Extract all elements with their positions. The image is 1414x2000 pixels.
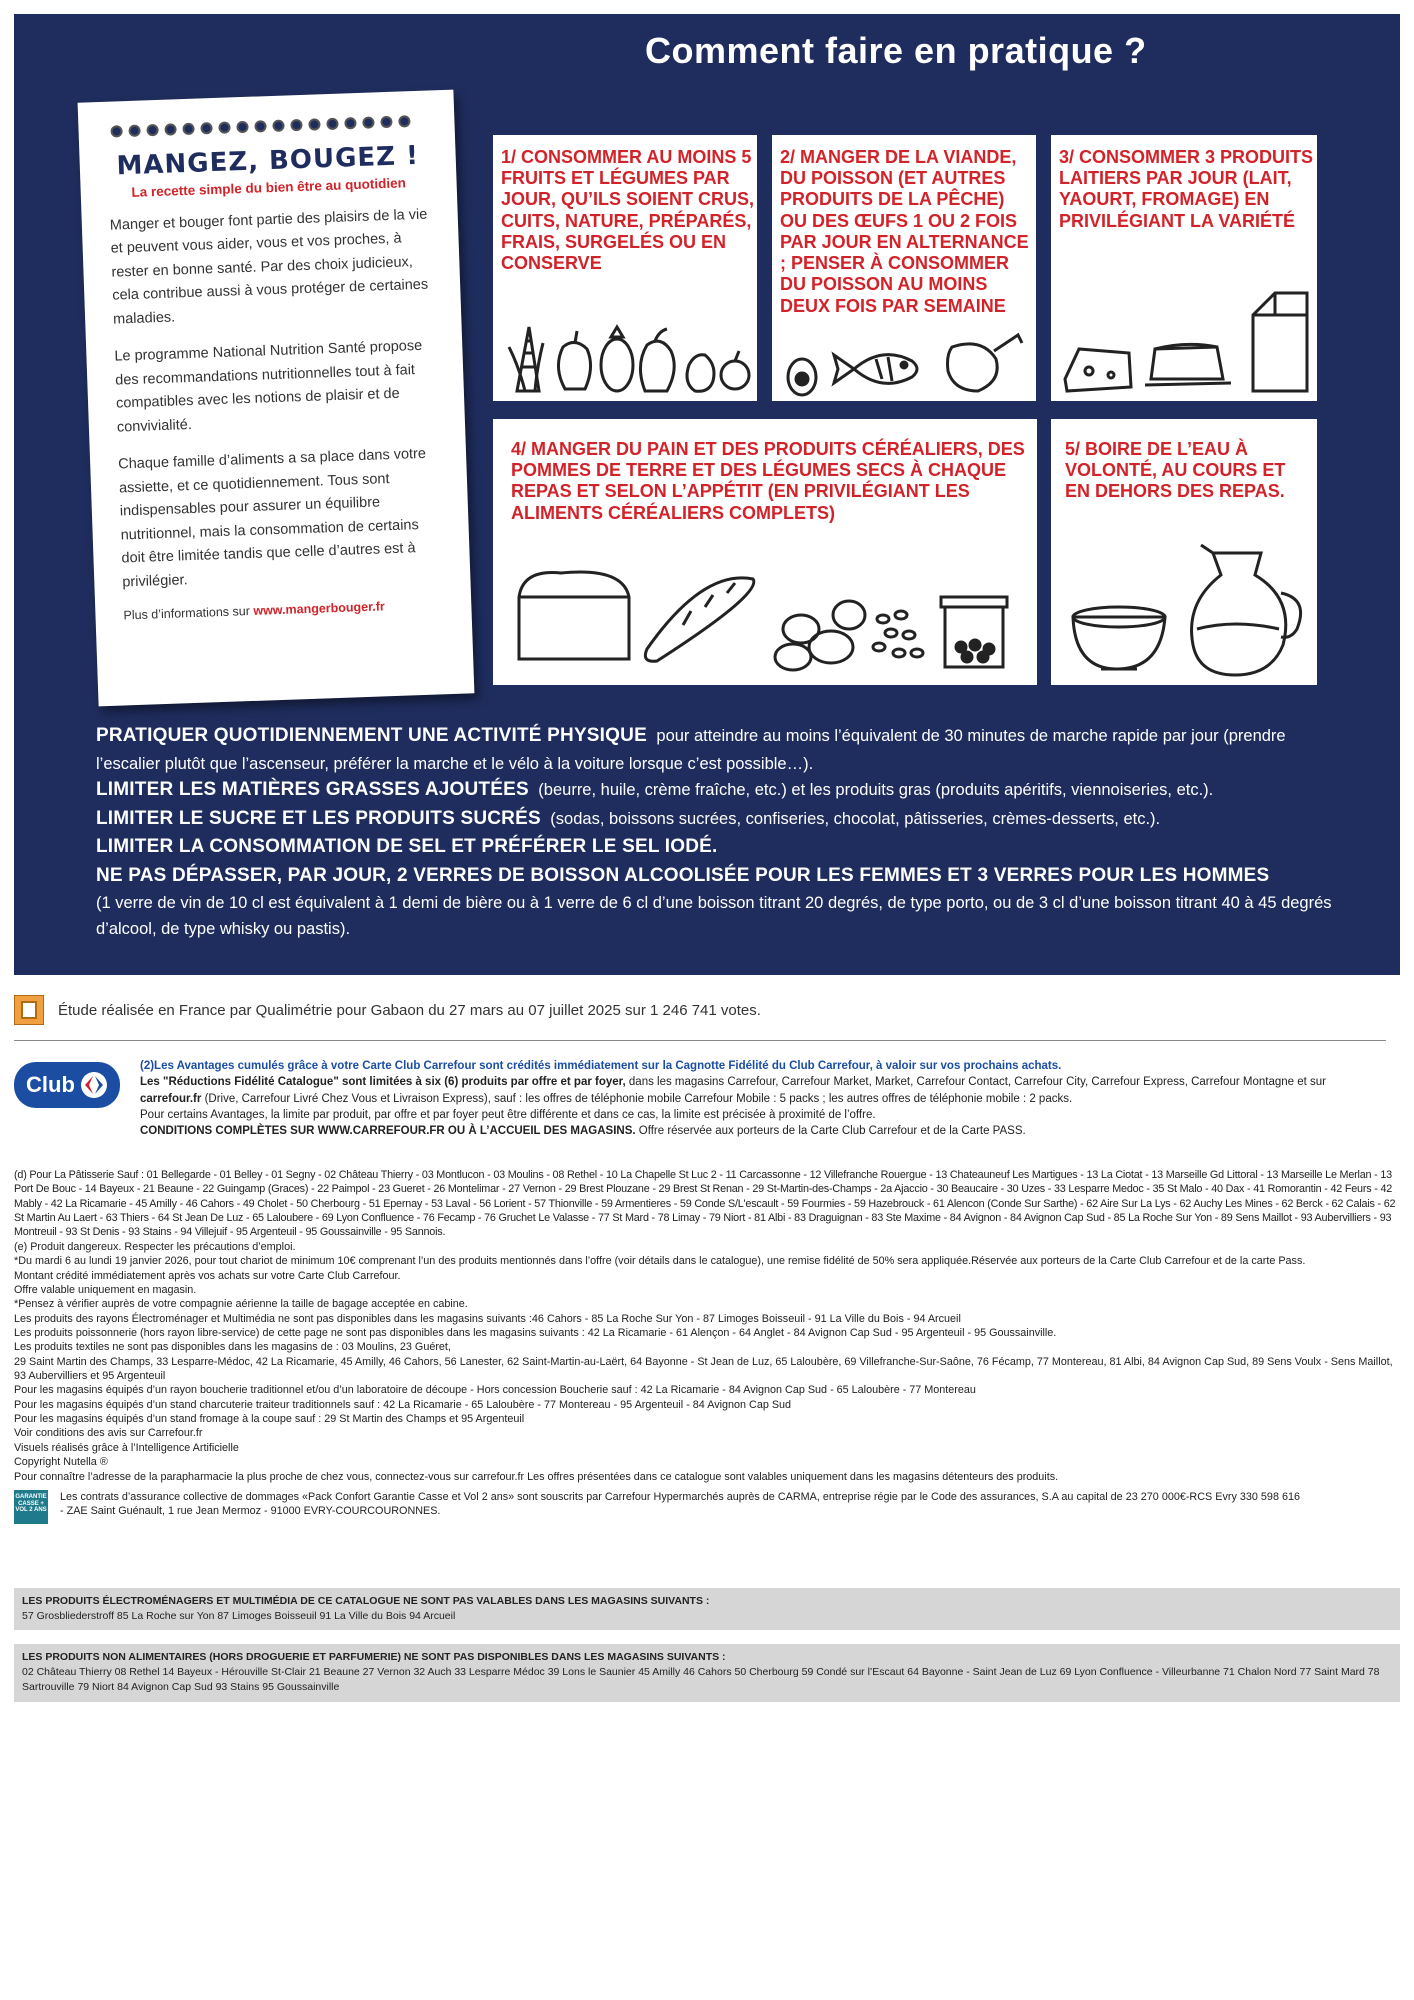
tip-text: 5/ BOIRE DE L’EAU À VOLONTÉ, AU COURS ET EN DEHORS DES REPAS. xyxy=(1065,439,1286,502)
box-title: LES PRODUITS NON ALIMENTAIRES (HORS DROGUERIE ET PARFUMERIE) NE SONT PAS DISPONIBLES DANS LES MAGASINS SUIVANTS : xyxy=(22,1651,726,1663)
tip-meat-fish-eggs xyxy=(769,132,1039,404)
more-info xyxy=(123,598,443,623)
legal-line: Voir conditions des avis sur Carrefour.fr xyxy=(14,1427,203,1440)
advice-heading: LIMITER LA CONSOMMATION DE SEL ET PRÉFÉRER LE SEL IODÉ. xyxy=(96,836,718,858)
advice-heading: NE PAS DÉPASSER, PAR JOUR, 2 VERRES DE BOISSON ALCOOLISÉE POUR LES FEMMES ET 3 VERRES POUR LES HOMMES xyxy=(96,864,1270,886)
legal-line: Pour les magasins équipés d’un stand fromage à la coupe sauf : 29 St Martin des Champs et 95 Argenteuil xyxy=(14,1413,525,1426)
card-title: MANGEZ, BOUGEZ ! xyxy=(116,140,420,182)
legal-line: Pour les magasins équipés d’un rayon boucherie traditionnel et/ou d’un laboratoire de découpe - Hors concession Boucherie sauf : 42 La Ricamarie - 84 Avignon Cap Sud - 65 Laloubère - 77 Montereau xyxy=(14,1384,976,1397)
study-text: Étude réalisée en France par Qualimétrie pour Gabaon du 27 mars au 07 juillet 2025 sur 1 246 741 votes. xyxy=(58,1001,761,1019)
advice-item xyxy=(96,722,1336,776)
bread-cereals-icon xyxy=(513,549,1033,679)
advice-heading: LIMITER LES MATIÈRES GRASSES AJOUTÉES xyxy=(96,779,529,801)
advice-item xyxy=(96,833,1336,862)
legal-line: Pour connaître l’adresse de la parapharmacie la plus proche de chez vous, connectez-vous sur carrefour.fr Les offres présentées dans ce catalogue sont valables uniquement dans les magasins détenteurs des produits. xyxy=(14,1470,1059,1483)
dairy-icon xyxy=(1059,275,1315,399)
carrefour-logo-icon xyxy=(80,1071,108,1099)
box-body: 57 Grosbliederstroff 85 La Roche sur Yon 87 Limoges Boisseuil 91 La Ville du Bois 94 Arcueil xyxy=(22,1610,456,1623)
non-food-exclusions-box xyxy=(14,1644,1400,1702)
box-body: 02 Château Thierry 08 Rethel 14 Bayeux - Hérouville St-Clair 21 Beaune 27 Vernon 32 Auch 33 Lesparre Médoc 39 Lons le Saunier 45 Amilly 46 Cahors 50 Cherbourg 59 Condé sur l’Escaut 64 Bayonne - Saint Jean de Luz 69 Lyon Confluence - Villeurbanne 71 Chalon Nord 77 Saint Mard 78 Sartrouville 79 Niort 84 Avignon Cap Sud 93 Stains 95 Goussainville xyxy=(22,1666,1380,1694)
tip-fruits-vegetables xyxy=(490,132,760,404)
advice-detail: (sodas, boissons sucrées, confiseries, chocolat, pâtisseries, crèmes-desserts, etc.). xyxy=(550,809,1161,828)
card-paragraph: Manger et bouger font partie des plaisirs de la vie et peuvent vous aider, vous et vos proches, à rester en bonne santé. Par des choix judicieux, cela contribue aussi à vous protéger de certaines maladies. xyxy=(109,206,429,328)
garantie-notice xyxy=(14,1490,1400,1524)
legal-line: Les produits des rayons Électroménager et Multimédia ne sont pas disponibles dans les magasins suivants :46 Cahors - 85 La Roche Sur Yon - 87 Limoges Boisseuil - 91 La Ville du Bois - 94 Arcueil xyxy=(14,1312,961,1325)
legal-line: (d) Pour La Pâtisserie Sauf : 01 Bellegarde - 01 Belley - 01 Segny - 02 Château Thierry - 03 Montlucon - 03 Moulins - 08 Rethel - 10 La Chapelle St Luc 2 - 11 Carcassonne - 12 Villefranche Rouergue - 13 Chateauneuf Les Martigues - 13 La Ciotat - 13 Marseille Gd Littoral - 13 Marseille Le Merlan - 13 Port De Bouc - 14 Bayeux - 21 Beaune - 22 Guingamp (Graces) - 22 Paimpol - 23 Gueret - 26 Montelimar - 27 Vernon - 29 Brest Plouzane - 29 Brest St Renan - 29 St-Martin-des-Champs - 2a Ajaccio - 30 Beaucaire - 30 Uzes - 33 Lesparre Medoc - 35 St Malo - 40 Dax - 41 Romorantin - 42 Feurs - 42 Mably - 42 La Ricamarie - 45 Amilly - 46 Cahors - 49 Cholet - 50 Cherbourg - 51 Epernay - 53 Laval - 56 Lorient - 57 Thionville - 59 Armentieres - 59 Conde S/L'escault - 59 Fourmies - 59 Hazebrouck - 61 Alencon (Conde Sur Sarthe) - 62 Aire Sur La Lys - 62 Auchy Les Mines - 62 Berck - 62 Calais - 62 St Martin Au Laert - 63 Thiers - 64 St Jean De Luz - 65 Laloubere - 69 Lyon Confluence - 76 Fecamp - 76 Gruchet Le Valasse - 77 St Mard - 78 Limay - 79 Niort - 81 Albi - 83 Draguignan - 83 Ste Maxime - 84 Avignon - 84 Avignon Cap Sud - 85 La Roche Sur Yon - 89 Sens Maillot - 93 Aubervilliers - 93 Montreuil - 93 St Denis - 93 Stains - 94 Villejuif - 95 Argenteuil - 95 Goussainville - 95 Sannois. xyxy=(14,1169,1396,1239)
club-line: carrefour.fr (Drive, Carrefour Livré Chez Vous et Livraison Express), sauf : les offres de téléphonie mobile Carrefour Mobile : 5 packs ; les autres offres de téléphonie mobile : 2 packs. xyxy=(140,1092,1073,1105)
club-line: Pour certains Avantages, la limite par produit, par offre et par foyer peut être différente et dans ce cas, la limite est précisée à proximité de l’offre. xyxy=(140,1108,876,1121)
tip-water xyxy=(1048,416,1320,688)
mangerbouger-link[interactable]: www.mangerbouger.fr xyxy=(253,599,386,619)
legal-line: *Du mardi 6 au lundi 19 janvier 2026, pour tout chariot de minimum 10€ comprenant l’un des produits mentionnés dans l’offre (voir détails dans le catalogue), une remise fidélité de 50% sera appliquée.Réservée aux porteurs de la Carte Club Carrefour et de la carte Pass. xyxy=(14,1255,1306,1268)
advice-heading: PRATIQUER QUOTIDIENNEMENT UNE ACTIVITÉ PHYSIQUE xyxy=(96,725,647,746)
club-line: Les "Réductions Fidélité Catalogue" sont limitées à six (6) produits par offre et par foyer, dans les magasins Carrefour, Carrefour Market, Market, Carrefour Contact, Carrefour City, Carrefour Express, Carrefour Montagne et sur xyxy=(140,1076,1326,1089)
tip-bread-cereals xyxy=(490,416,1040,688)
legal-line: 29 Saint Martin des Champs, 33 Lesparre-Médoc, 42 La Ricamarie, 45 Amilly, 46 Cahors, 56 Lanester, 62 Saint-Martin-au-Laërt, 64 Bayonne - St Jean de Luz, 65 Laloubère, 69 Villefranche-Sur-Saône, 76 Fécamp, 77 Montereau, 81 Albi, 84 Avignon Cap Sud, 89 Sens Voulx - Sens Maillot, 93 Aubervilliers et 95 Argenteuil xyxy=(14,1355,1393,1383)
page-title: Comment faire en pratique ? xyxy=(645,30,1147,71)
legal-line: Les produits poissonnerie (hors rayon libre-service) de cette page ne sont pas disponibles dans les magasins suivants : 42 La Ricamarie - 61 Alençon - 64 Anglet - 84 Avignon Cap Sud - 95 Argenteuil - 95 Goussainville. xyxy=(14,1326,1057,1339)
study-notice xyxy=(14,995,1400,1025)
advice-item xyxy=(96,890,1336,942)
legal-line: *Pensez à vérifier auprès de votre compagnie aérienne la taille de bagage acceptée en cabine. xyxy=(14,1298,468,1311)
tip-text: 2/ MANGER DE LA VIANDE, DU POISSON (ET AUTRES PRODUITS DE LA PÊCHE) OU DES ŒUFS 1 OU 2 FOIS PAR JOUR EN ALTERNANCE ; PENSER À CONSOMMER DU POISSON AU MOINS DEUX FOIS PAR SEMAINE xyxy=(780,147,1029,316)
tip-dairy xyxy=(1048,132,1320,404)
advice-item xyxy=(96,805,1336,834)
fruits-vegetables-icon xyxy=(499,307,755,399)
legal-line: Copyright Nutella ® xyxy=(14,1456,108,1469)
tip-text: 3/ CONSOMMER 3 PRODUITS LAITIERS PAR JOUR (LAIT, YAOURT, FROMAGE) EN PRIVILÉGIANT LA VARIÉTÉ xyxy=(1059,147,1314,231)
mangez-bougez-card xyxy=(78,90,475,707)
card-subtitle: La recette simple du bien être au quotidien xyxy=(131,175,407,200)
advice-detail: pour atteindre au moins l’équivalent de 30 minutes de marche rapide par jour (prendre l’escalier plutôt que l’ascenseur, préférer la marche et le vélo à la voiture lorsque c’est possible…). xyxy=(96,727,1286,773)
card-paragraph: Le programme National Nutrition Santé propose des recommandations nutritionnelles tout à fait compatibles avec les notions de plaisir et de convivialité. xyxy=(114,338,423,436)
legal-line: Pour les magasins équipés d’un stand charcuterie traiteur traditionnels sauf : 42 La Ricamarie - 65 Laloubère - 77 Montereau - 95 Argenteuil - 84 Avignon Cap Sud xyxy=(14,1398,792,1411)
club-logo-text: Club xyxy=(26,1072,75,1097)
water-jug-icon xyxy=(1065,529,1315,679)
advice-detail: (beurre, huile, crème fraîche, etc.) et les produits gras (produits apéritifs, viennoiseries, etc.). xyxy=(538,781,1214,800)
legal-line: (e) Produit dangereux. Respecter les précautions d’emploi. xyxy=(14,1240,296,1253)
meat-fish-egg-icon xyxy=(782,321,1032,401)
legal-line: Visuels réalisés grâce à l’Intelligence Artificielle xyxy=(14,1441,239,1454)
garantie-text: Les contrats d’assurance collective de dommages «Pack Confort Garantie Casse et Vol 2 ans» sont souscrits par Carrefour Hypermarchés auprès de CARMA, entreprise régie par le Code des assurances, S.A au capital de 23 270 000€-RCS Evry 330 598 616 - ZAE Saint Guénault, 1 rue Jean Mermoz - 91000 EVRY-COURCOURONNES. xyxy=(60,1490,1300,1518)
general-advice xyxy=(96,722,1336,942)
divider xyxy=(14,1040,1386,1041)
tip-text: 4/ MANGER DU PAIN ET DES PRODUITS CÉRÉALIERS, DES POMMES DE TERRE ET DES LÉGUMES SECS À CHAQUE REPAS ET SELON L’APPÉTIT (EN PRIVILÉGIANT LES ALIMENTS CÉRÉALIERS COMPLETS) xyxy=(511,439,1025,523)
advice-item xyxy=(96,776,1336,805)
legal-line: Montant crédité immédiatement après vos achats sur votre Carte Club Carrefour. xyxy=(14,1269,401,1282)
legal-line: Offre valable uniquement en magasin. xyxy=(14,1283,197,1296)
club-conditions xyxy=(140,1058,1370,1140)
box-title: LES PRODUITS ÉLECTROMÉNAGERS ET MULTIMÉDIA DE CE CATALOGUE NE SONT PAS VALABLES DANS LES MAGASINS SUIVANTS : xyxy=(22,1595,710,1607)
advice-heading: LIMITER LE SUCRE ET LES PRODUITS SUCRÉS xyxy=(96,807,541,829)
garantie-badge: GARANTIE CASSE + VOL 2 ANS xyxy=(14,1490,48,1524)
club-line: (2)Les Avantages cumulés grâce à votre Carte Club Carrefour sont crédités immédiatement sur la Cagnotte Fidélité du Club Carrefour, à valoir sur vos prochains achats. xyxy=(140,1060,1062,1072)
legal-line: Les produits textiles ne sont pas disponibles dans les magasins de : 03 Moulins, 23 Guéret, xyxy=(14,1341,451,1354)
tip-text: 1/ CONSOMMER AU MOINS 5 FRUITS ET LÉGUMES PAR JOUR, QU’ILS SOIENT CRUS, CUITS, NATURE, PRÉPARÉS, FRAIS, SURGELÉS OU EN CONSERVE xyxy=(501,147,755,274)
club-line: CONDITIONS COMPLÈTES SUR WWW.CARREFOUR.FR OU À L’ACCUEIL DES MAGASINS. Offre réservée aux porteurs de la Carte Club Carrefour et de la Carte PASS. xyxy=(140,1125,1026,1138)
award-icon xyxy=(14,995,44,1025)
legal-fine-print xyxy=(14,1168,1400,1524)
electro-exclusions-box xyxy=(14,1588,1400,1630)
advice-detail: (1 verre de vin de 10 cl est équivalent à 1 demi de bière ou à 1 verre de 6 cl d’une boisson titrant 20 degrés, de type porto, ou de 3 cl d’une boisson titrant 40 à 45 degrés d’alcool, de type whisky ou pastis). xyxy=(96,894,1332,938)
notebook-rings xyxy=(106,115,426,138)
club-carrefour-logo xyxy=(14,1062,120,1108)
advice-item xyxy=(96,862,1336,891)
card-paragraph: Chaque famille d’aliments a sa place dans votre assiette, et ce quotidiennement. Tous sont indispensables pour assurer un équilibre nutritionnel, mais la consommation de certains doit être limitée tandis que celle d’autres est à privilégier. xyxy=(117,446,427,591)
more-info-prefix: Plus d’informations sur xyxy=(123,604,251,623)
